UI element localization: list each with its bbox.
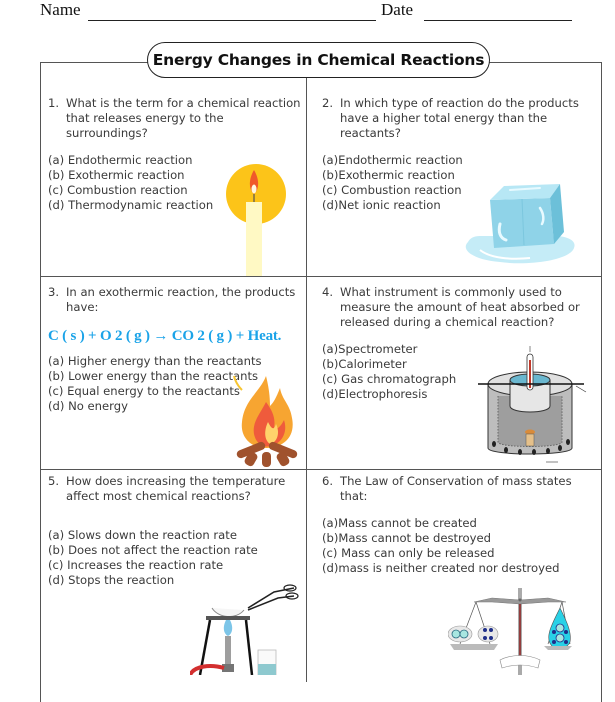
option-b[interactable]: (b)Mass cannot be destroyed (322, 531, 491, 545)
chemical-equation: C ( s ) + O 2 ( g ) → CO 2 ( g ) + Heat. (48, 328, 282, 344)
option-c[interactable]: (c) Increases the reaction rate (48, 558, 224, 572)
question-number: 2. (322, 96, 334, 110)
option-d[interactable]: (d)mass is neither created nor destroyed (322, 561, 560, 575)
option-b[interactable]: (b) Lower energy than the reactants (48, 369, 259, 383)
date-label: Date (381, 0, 414, 19)
ice-cube-icon (460, 180, 580, 266)
balance-scale-icon (448, 588, 572, 675)
question-text: What instrument is commonly used to measure the amount of heat absorbed or released during a chemical reaction? (340, 285, 580, 329)
column-divider (306, 62, 307, 682)
bunsen-burner-icon (190, 578, 304, 675)
row-divider-2 (40, 469, 602, 470)
calorimeter-icon (476, 344, 596, 468)
name-field[interactable] (88, 20, 376, 21)
option-c[interactable]: (c) Combustion reaction (48, 183, 188, 197)
option-a[interactable]: (a)Mass cannot be created (322, 516, 477, 530)
option-b[interactable]: (b) Does not affect the reaction rate (48, 543, 258, 557)
question-6 (322, 474, 592, 576)
option-a[interactable]: (a) Endothermic reaction (48, 153, 193, 167)
option-d[interactable]: (d) No energy (48, 399, 128, 413)
option-c[interactable]: (c) Gas chromatograph (322, 372, 457, 386)
option-b[interactable]: (b)Exothermic reaction (322, 168, 455, 182)
option-c[interactable]: (c) Combustion reaction (322, 183, 462, 197)
question-text: How does increasing the temperature affect most chemical reactions? (66, 474, 286, 503)
row-divider-1 (40, 276, 602, 277)
campfire-icon (230, 372, 304, 468)
option-a[interactable]: (a)Endothermic reaction (322, 153, 463, 167)
question-number: 1. (48, 96, 60, 110)
option-d[interactable]: (d) Stops the reaction (48, 573, 175, 587)
question-5 (48, 474, 303, 588)
question-number: 4. (322, 285, 334, 299)
title-text: Energy Changes in Chemical Reactions (152, 51, 485, 69)
question-number: 6. (322, 474, 334, 488)
option-d[interactable]: (d) Thermodynamic reaction (48, 198, 214, 212)
question-number: 3. (48, 285, 60, 299)
date-field[interactable] (424, 20, 572, 21)
option-a[interactable]: (a) Slows down the reaction rate (48, 528, 237, 542)
question-text: The Law of Conservation of mass states that: (340, 474, 572, 503)
option-a[interactable]: (a) Higher energy than the reactants (48, 354, 262, 368)
option-b[interactable]: (b)Calorimeter (322, 357, 407, 371)
question-text: In an exothermic reaction, the products have: (66, 285, 296, 314)
worksheet-title (147, 42, 490, 78)
question-number: 5. (48, 474, 60, 488)
option-c[interactable]: (c) Equal energy to the reactants (48, 384, 240, 398)
option-b[interactable]: (b) Exothermic reaction (48, 168, 185, 182)
question-text: In which type of reaction do the products have a higher total energy than the reactants? (340, 96, 579, 140)
option-d[interactable]: (d)Net ionic reaction (322, 198, 441, 212)
name-label: Name (40, 0, 81, 19)
option-c[interactable]: (c) Mass can only be released (322, 546, 495, 560)
question-text: What is the term for a chemical reaction that releases energy to the surroundings? (66, 96, 301, 140)
candle-icon (222, 164, 290, 276)
option-a[interactable]: (a)Spectrometer (322, 342, 418, 356)
option-d[interactable]: (d)Electrophoresis (322, 387, 428, 401)
